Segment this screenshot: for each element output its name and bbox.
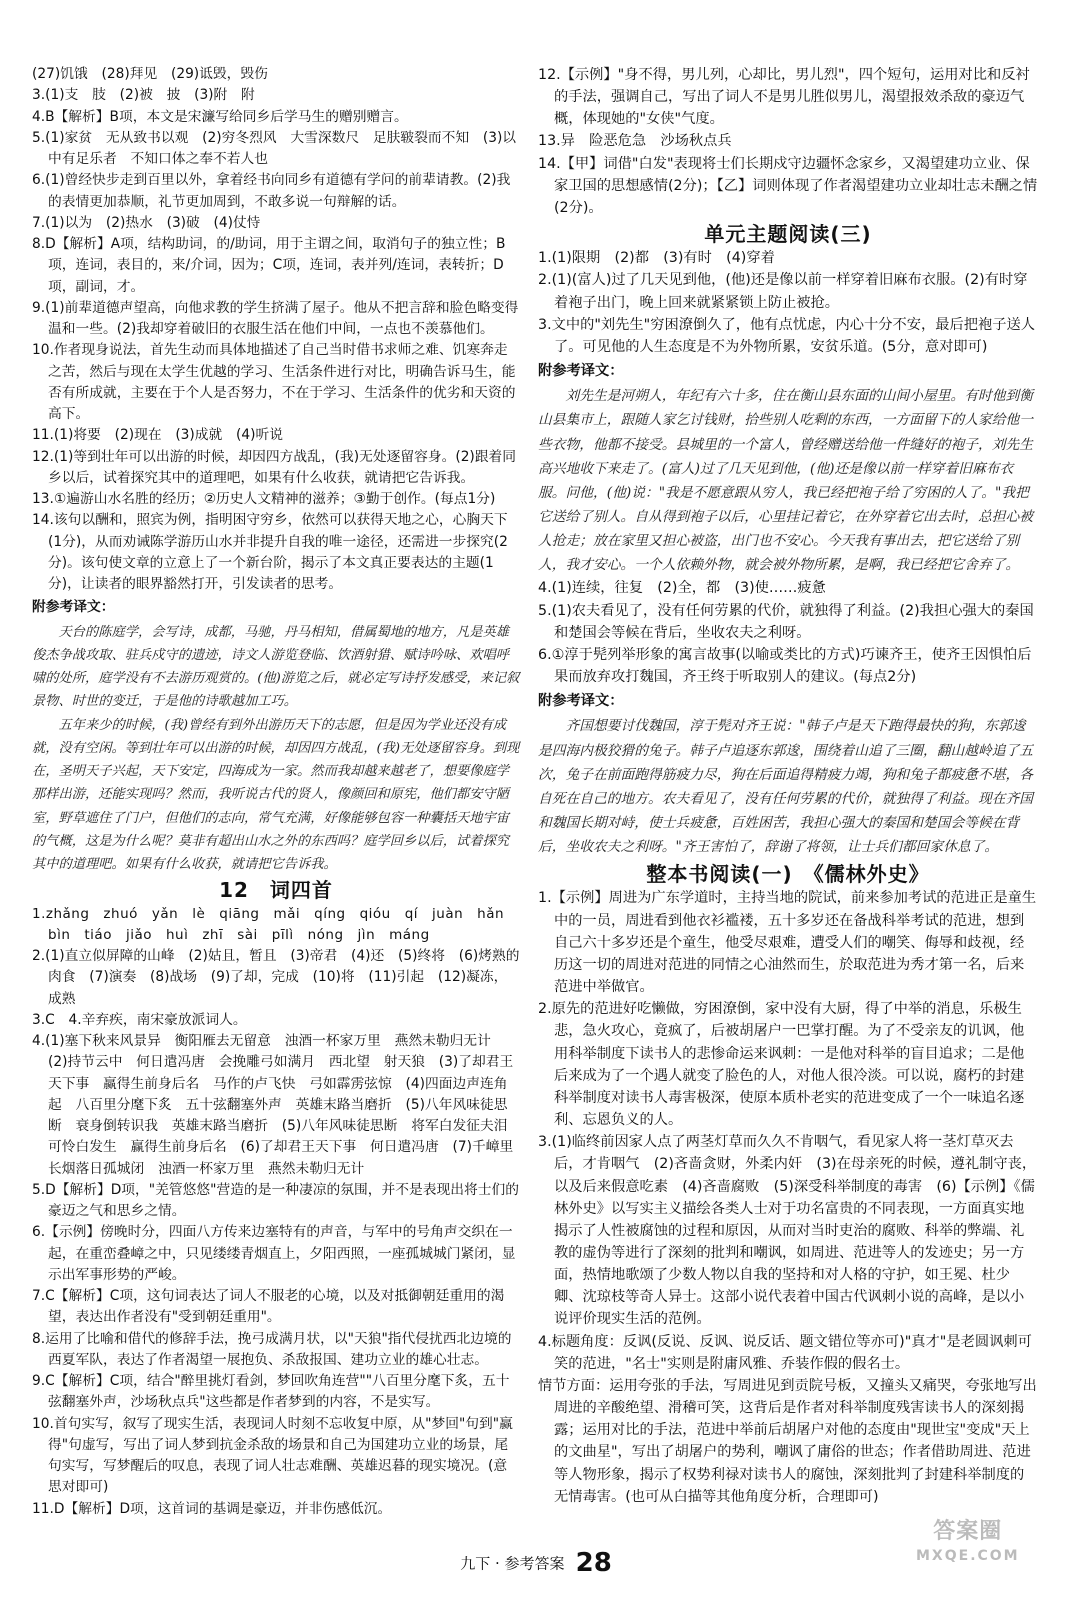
watermark-cn: 答案圈 xyxy=(933,1519,1003,1544)
answer-item: 2.原先的范进好吃懒做，穷困潦倒，家中没有大厨，得了中举的消息，乐极生悲，急火攻心，竟疯了，后被胡屠户一巴掌打醒。为了不受亲友的讥讽，他用科举制度下读书人的悲惨命运来讽刺：一是他对科举的盲目追求；二是他后来成为了一个遇人就变了脸色的人，对他人很冷淡。可以说，腐朽的封建科举制度对读书人毒害极深，使原本质朴老实的范进变成了一个一味追名逐利、忘恩负义的人。 xyxy=(538,1001,1025,1129)
answer-item: 情节方面：运用夸张的手法，写周进见到贡院号板，又撞头又痛哭，夸张地写出周进的辛酸绝望、滑稽可笑，这背后是作者对科举制度残害读书人的深刻揭露；运用对比的手法，范进中举前后胡屠户对他的态度由"现世宝"变成"天上的文曲星"，写出了胡屠户的势利，嘲讽了庸俗的世态；作者借助周进、范进等人物形象，揭示了权势利禄对读书人的腐蚀，深刻批判了封建科举制度的无情毒害。(也可从白描等其他角度分析，合理即可) xyxy=(538,1377,1037,1505)
unit3-translation-text xyxy=(538,384,1038,577)
answer-item: 11.(1)将要 (2)现在 (3)成就 (4)听说 xyxy=(32,427,284,444)
answer-item: 14.该句以酬和，照宾为例，指明困守穷乡，依然可以获得天地之心，心胸天下(1分)，从而劝诫陈学游历山水并非提升自我的唯一途径，还需进一步探究(2分)。该句使文章的立意上了一个新台阶，揭示了本文真正要表达的主题(1分)，让读者的眼界豁然打开，引发读者的思考。 xyxy=(32,512,508,592)
section-title-unit3: 单元主题阅读(三) xyxy=(704,222,872,247)
answer-item: 1.(1)限期 (2)都 (3)有时 (4)穿着 xyxy=(538,250,775,267)
answer-item: 5.(1)农夫看见了，没有任何劳累的代价，就独得了利益。(2)我担心强大的秦国和楚国会等候在背后，坐收农夫之利呀。 xyxy=(538,602,1034,641)
translation-paragraph: 刘先生是河朔人，年纪有六十多，住在衡山县东面的山间小屋里。有时他到衡山县集市上，跟随人家乞讨钱财，拾些别人吃剩的东西，一方面留下的人家给他一些衣物，他都不接受。县城里的一个富人，曾经赠送给他一件缝好的袍子，刘先生高兴地收下来走了。(富人)过了几天见到他，(他)还是像以前一样穿着旧麻布衣服。问他，(他)说："我是不愿意跟从穷人，我已经把袍子给了穷困的人了。"我把它送给了别人。自从得到袍子以后，心里挂记着它，在外穿着它出去时，总担心被人抢走；放在家里又担心被盗，出门也不安心。今天我有事出去，把它送给了别人，我才安心。一个人依赖外物，就会被外物所累，是啊，我已经把它舍弃了。 xyxy=(538,388,1034,574)
footer-label: 九下 · 参考答案 xyxy=(460,1554,565,1573)
answer-item: 7.(1)以为 (2)热水 (3)破 (4)仗恃 xyxy=(32,214,261,231)
answer-item: 8.D【解析】A项，结构助词，的/助词，用于主谓之间，取消句子的独立性；B项，连词，表目的，来/介词，因为；C项，连词，表并列/连词，表转折；D项，副词，才。 xyxy=(32,236,506,295)
answer-item: 9.(1)前辈道德声望高，向他求教的学生挤满了屋子。他从不把言辞和脸色略变得温和一些。(2)我却穿着破旧的衣服生活在他们中间，一点也不羡慕他们。 xyxy=(32,299,519,337)
answer-item: 2.(1)直立似屏障的山峰 (2)姑且，暂且 (3)帝君 (4)还 (5)终将 (6)烤熟的肉食 (7)演奏 (8)战场 (9)了却，完成 (10)将 (11)引起 (12)凝冻，成熟 xyxy=(32,948,520,1007)
answer-item: 2.(1)(富人)过了几天见到他，(他)还是像以前一样穿着旧麻布衣服。(2)有时穿着袍子出门，晚上回来就紧紧锁上防止被抢。 xyxy=(538,272,1028,311)
rulin-answers xyxy=(538,887,1038,1507)
answer-item: 3.(1)支 肢 (2)被 披 (3)附 附 xyxy=(32,87,255,104)
page-number: 28 xyxy=(575,1548,612,1578)
answer-item: 13.①遍游山水名胜的经历；②历史人文精神的滋养；③勤于创作。(每点1分) xyxy=(32,491,496,507)
answer-item: 8.运用了比喻和借代的修辞手法，挽弓成满月状，以"天狼"指代侵扰西北边境的西夏军队，表达了作者渴望一展抱负、杀敌报国、建功立业的雄心壮志。 xyxy=(32,1330,512,1368)
answer-item: 13.异 险恶危急 沙场秋点兵 xyxy=(538,133,732,150)
pinyin-answer: 1.zhǎng zhuó yǎn lè qiāng mǎi qíng qióu qí juàn hǎn bìn tiáo jiǎo huì zhī sài pīlì nóng jìn máng xyxy=(32,905,519,943)
answer-item: 10.作者现身说法，首先生动而具体地描述了自己当时借书求师之难、饥寒奔走之苦，然后与现在太学生优越的学习、生活条件进行对比，明确告诉马生，能否有所成就，主要在于个人是否努力，不在于学习、生活条件的优劣和天资的高下。 xyxy=(32,342,516,422)
answer-item: 10.首句实写，叙写了现实生活，表现词人时刻不忘收复中原，从"梦回"句到"赢得"句虚写，写出了词人梦到抗金杀敌的场景和自己为国建功立业的场景，尾句实写，写梦醒后的叹息，表现了词人壮志难酬、英雄迟暮的现实境况。(意思对即可) xyxy=(32,1415,513,1496)
answer-item: 4.(1)连续，往复 (2)全，都 (3)使……疲惫 xyxy=(538,580,826,597)
answer-item: 11.D【解析】D项，这首词的基调是豪迈，并非伤感低沉。 xyxy=(32,1500,392,1517)
right-answer-list xyxy=(538,64,1038,219)
answer-item: 14.【甲】词借"白发"表现将士们长期戍守边疆怀念家乡，又渴望建功立业、保家卫国的思想感情(2分)；【乙】词则体现了作者渴望建功立业却壮志未酬之情(2分)。 xyxy=(538,155,1038,216)
translation-paragraph: 齐国想要讨伐魏国，淳于髡对齐王说："韩子卢是天下跑得最快的狗，东郭逡是四海内极狡猾的兔子。韩子卢追逐东郭逡，围绕着山追了三圈，翻山越岭追了五次，兔子在前面跑得筋疲力尽，狗在后面追得精疲力竭，狗和兔子都疲惫不堪，各自死在自己的地方。农夫看见了，没有任何劳累的代价，就独得了利益。现在齐国和魏国长期对峙，使士兵疲惫，百姓困苦，我担心强大的秦国和楚国会等候在背后，坐收农夫之利呀。"齐王害怕了，辞谢了将领，让士兵们都回家休息了。 xyxy=(538,718,1034,856)
unit3b-translation-label: 附参考译文： xyxy=(538,693,624,710)
answer-item: 5.(1)家贫 无从致书以观 (2)穷冬烈风 大雪深数尺 足肤皲裂而不知 (3)以中有足乐者 不知口体之奉不若人也 xyxy=(32,129,517,167)
page-footer xyxy=(0,1548,1072,1578)
watermark-url: MXQE.COM xyxy=(916,1548,1020,1564)
answer-item: 6.【示例】傍晚时分，四面八方传来边塞特有的声音，与军中的号角声交织在一起，在重峦叠嶂之中，只见缕缕青烟直上，夕阳西照，一座孤城城门紧闭，显示出军事形势的严峻。 xyxy=(32,1224,516,1283)
unit3-translation-label: 附参考译文： xyxy=(538,363,624,380)
answer-item: 4.(1)塞下秋来风景异 衡阳雁去无留意 浊酒一杯家万里 燕然未勒归无计 (2)持节云中 何日遣冯唐 会挽雕弓如满月 西北望 射天狼 (3)了却君王天下事 赢得生前身后名 马作的卢飞快 弓如霹雳弦惊 (4)四面边声连角起 八百里分麾下炙 五十弦翻塞外声 英雄末路当磨折 (5)八年风味徒思断 衰身倒转识我 英雄末路当磨折 (5)八年风味徒思断 将军白发征夫泪 可怜白发生 赢得生前身后名 (6)了却君王天下事 何日遣冯唐 (7)千嶂里 长烟落日孤城闭 浊酒一杯家万里 燕然未勒归无计 xyxy=(32,1033,527,1177)
unit3-more-answers xyxy=(538,577,1038,688)
answer-item: 3.文中的"刘先生"穷困潦倒久了，他有点忧虑，内心十分不安，最后把袍子送人了。可见他的人生态度是不为外物所累，安贫乐道。(5分，意对即可) xyxy=(538,316,1035,355)
unit3b-translation-text xyxy=(538,714,1038,859)
left-answer-list xyxy=(32,64,520,595)
answer-item: 6.①淳于髡列举形象的寓言故事(以喻或类比的方式)巧谏齐王，使齐王因惧怕后果而放弃攻打魏国，齐王终于听取别人的建议。(每点2分) xyxy=(538,646,1032,686)
unit3-answers xyxy=(538,247,1038,358)
translation-label: 附参考译文： xyxy=(32,599,115,616)
section-12-answers xyxy=(32,946,527,1520)
answer-item: 12.【示例】"身不得，男儿列，心却比，男儿烈"，四个短句，运用对比和反衬的手法，强调自己，写出了词人不是男儿胜似男儿，渴望报效杀敌的豪迈气概，体现她的"女侠"气度。 xyxy=(538,67,1030,128)
answer-item: 4.B【解析】B项，本文是宋濂写给同乡后学马生的赠别赠言。 xyxy=(32,108,408,125)
left-column xyxy=(32,64,527,1520)
answer-item: 4.标题角度：反讽(反说、反讽、说反话、题文错位等亦可)"真才"是老圆讽刺可笑的范进，"名士"实则是附庸风雅、乔装作假的假名士。 xyxy=(538,1333,1032,1372)
translation-paragraph: 五年来少的时候，(我)曾经有到外出游历天下的志愿，但是因为学业还没有成就，没有空闲。等到壮年可以出游的时候，却因四方战乱，(我)无处逐留容身。到现在，圣明天子兴起，天下安定，四海成为一家。然而我却越来越老了，想要像庭学那样出游，还能实现吗？然而，我听说古代的贤人，像颜回和原宪，他们都安守陋室，野草遮住了门户，但他们的志向，常气充满，好像能够包容一种囊括天地宇宙的气概，这是为什么呢？莫非有超出山水之外的东西吗？庭学回乡以后，试着探究其中的道理吧。如果有什么收获，就请把它告诉我。 xyxy=(32,717,520,872)
answer-item: 3.(1)临终前因家人点了两茎灯草而久久不肯咽气，看见家人将一茎灯草灭去后，才肯咽气 (2)吝啬贪财，外柔内奸 (3)在母亲死的时候，遵礼制守丧，以及后来假意吃素 (4)吝啬腐败 (5)深受科举制度的毒害 (6)【示例】《儒林外史》以写实主义描绘各类人士对于功名富贵的不同表现，一方面真实地揭示了人性被腐蚀的过程和原因，从而对当时吏治的腐败、科举的弊端、礼教的虚伪等进行了深刻的批判和嘲讽，如周进、范进等人的发迹史；另一方面，热情地歌颂了少数人物以自我的坚持和对人格的守护，如王冕、杜少卿、沈琼枝等奇人异士。这部小说代表着中国古代讽刺小说的高峰，是以小说评价现实生活的范例。 xyxy=(538,1134,1037,1328)
section-title-rulin: 整本书阅读(一) 《儒林外史》 xyxy=(646,862,930,887)
section-title-12: 12 词四首 xyxy=(219,878,333,903)
translation-text xyxy=(32,621,520,877)
translation-paragraph: 天台的陈庭学，会写诗，成都，马驰，丹马相知，借属蜀地的地方，凡是英雄俊杰争战攻取、驻兵戍守的遗迹，诗文人游览登临、饮酒射猎、赋诗吟咏、欢唱呼啸的处所，庭学没有不去游历观赏的。(他)游览之后，就必定写诗抒发感受，来记叙景物、时世的变迁，于是他的诗歌越加工巧。 xyxy=(32,624,520,710)
answer-item: (27)饥饿 (28)拜见 (29)诋毁，毁伤 xyxy=(32,66,268,82)
answer-item: 3.C 4.辛弃疾，南宋豪放派词人。 xyxy=(32,1011,247,1028)
answer-item: 5.D【解析】D项，"羌管悠悠"营造的是一种凄凉的氛围，并不是表现出将士们的豪迈之气和思乡之情。 xyxy=(32,1181,519,1219)
answer-item: 7.C【解析】C项，这句词表达了词人不服老的心境，以及对抵御朝廷重用的渴望，表达出作者没有"受到朝廷重用"。 xyxy=(32,1288,505,1326)
answer-item: 12.(1)等到壮年可以出游的时候，却因四方战乱，(我)无处逐留容身。(2)跟着同乡以后，试着探究其中的道理吧，如果有什么收获，就请把它告诉我。 xyxy=(32,448,517,486)
watermark xyxy=(916,1520,1020,1568)
right-column xyxy=(538,64,1038,1508)
answer-item: 9.C【解析】C项，结合"醉里挑灯看剑，梦回吹角连营""八百里分麾下炙，五十弦翻塞外声，沙场秋点兵"这些都是作者梦到的内容，不是实写。 xyxy=(32,1373,510,1411)
answer-item: 1.【示例】周进为广东学道时，主持当地的院试，前来参加考试的范进正是童生中的一员，周进看到他衣衫褴褛，五十多岁还在备战科举考试的范进，想到自己六十多岁还是个童生，他受尽艰难，遭受人们的嘲笑、侮辱和歧视，经历这一切的周进对范进的同情之心油然而生，於取范进为秀才第一名，后来范进中举做官。 xyxy=(538,890,1037,996)
answer-item: 6.(1)曾经快步走到百里以外，拿着经书向同乡有道德有学问的前辈请教。(2)我的表情更加恭顺，礼节更加周到，不敢多说一句辩解的话。 xyxy=(32,172,511,210)
